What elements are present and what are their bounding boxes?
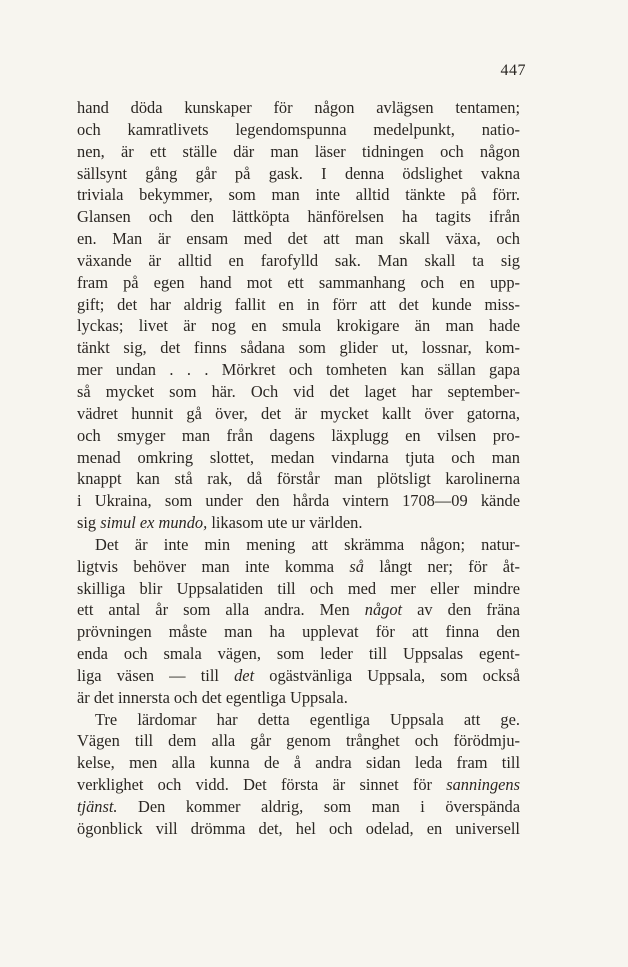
text-line: hand döda kunskaper för någon avlägsen tentamen; <box>77 98 520 117</box>
text-line <box>77 599 520 621</box>
text-line: Vägen till dem alla går genom trånghet och förödmju- <box>77 731 520 751</box>
text-line: Tre lärdomar har detta egentliga Uppsala att ge. <box>95 709 520 729</box>
text-run: sig <box>77 513 101 533</box>
italic-phrase: något <box>364 600 403 620</box>
text-line: gift; det har aldrig fallit en in förr att det kunde miss- <box>77 294 520 314</box>
text-line: prövningen måste man ha upplevat för att finna den <box>77 622 520 642</box>
text-run: Den kommer aldrig, som man i överspända <box>117 797 520 816</box>
text-line: fram på egen hand mot ett sammanhang och en upp- <box>77 272 520 292</box>
text-line <box>77 796 520 818</box>
text-line: enda och smala vägen, som leder till Uppsalas egent- <box>77 644 520 664</box>
page-number: 447 <box>500 62 526 79</box>
text-line: och smyger man från dagens läxplugg en vilsen pro- <box>77 425 520 445</box>
text-line: triviala bekymmer, som man inte alltid tänkte på förr. <box>77 185 520 205</box>
text-line: skilliga blir Uppsalatiden till och med mer eller mindre <box>77 578 520 598</box>
text-line <box>77 665 520 687</box>
text-line: så mycket som här. Och vid det laget har september- <box>77 381 520 401</box>
text-line: ögonblick vill drömma det, hel och odelad, en universell <box>77 818 520 838</box>
text-line: en. Man är ensam med det att man skall växa, och <box>77 229 520 249</box>
italic-phrase: det <box>234 665 255 685</box>
text-line: är det innersta och det egentliga Uppsala. <box>77 687 348 707</box>
text-line: mer undan . . . Mörkret och tomheten kan sällan gapa <box>77 360 520 380</box>
text-line: kelse, men alla kunna de å andra sidan leda fram till <box>77 753 520 773</box>
text-run: ett antal år som alla andra. Men <box>77 600 365 620</box>
text-line: lyckas; livet är nog en smula krokigare än man hade <box>77 316 520 336</box>
text-run: långt ner; för åt- <box>364 556 520 576</box>
body-text <box>77 97 520 840</box>
text-line: sällsynt gång går på gask. I denna ödslighet vakna <box>77 163 520 183</box>
italic-phrase: tjänst. <box>77 797 118 816</box>
italic-phrase: simul ex mundo, <box>100 513 208 533</box>
text-line <box>77 556 520 578</box>
italic-phrase: så <box>349 556 364 576</box>
text-line: menad omkring slottet, medan vindarna tjuta och man <box>77 447 520 467</box>
text-line <box>77 512 520 534</box>
text-run: ligtvis behöver man inte komma <box>77 556 350 576</box>
text-run: likasom ute ur världen. <box>207 513 363 533</box>
text-line: växande är alltid en farofylld sak. Man skall ta sig <box>77 250 520 270</box>
text-line: och kamratlivets legendomspunna medelpunkt, natio- <box>77 119 520 139</box>
text-line: Glansen och den lättköpta hänförelsen ha tagits ifrån <box>77 207 520 227</box>
text-line: tänkt sig, det finns sådana som glider ut, lossnar, kom- <box>77 338 520 358</box>
text-line: knappt kan stå rak, då förstår man plötsligt karolinerna <box>77 469 520 489</box>
text-line: nen, är ett ställe där man läser tidningen och någon <box>77 141 520 161</box>
text-run: verklighet och vidd. Det första är sinnet för <box>77 775 447 795</box>
text-run: ogästvänliga Uppsala, som också <box>254 665 520 685</box>
text-run: liga väsen — till <box>77 665 235 685</box>
text-line <box>77 774 520 796</box>
text-line: vädret hunnit gå över, det är mycket kallt över gatorna, <box>77 403 520 423</box>
text-run: av den fräna <box>402 600 520 620</box>
text-line: Det är inte min mening att skrämma någon; natur- <box>95 534 520 554</box>
text-line: i Ukraina, som under den hårda vintern 1708—09 kände <box>77 491 520 511</box>
italic-phrase: sanningens <box>446 775 520 795</box>
